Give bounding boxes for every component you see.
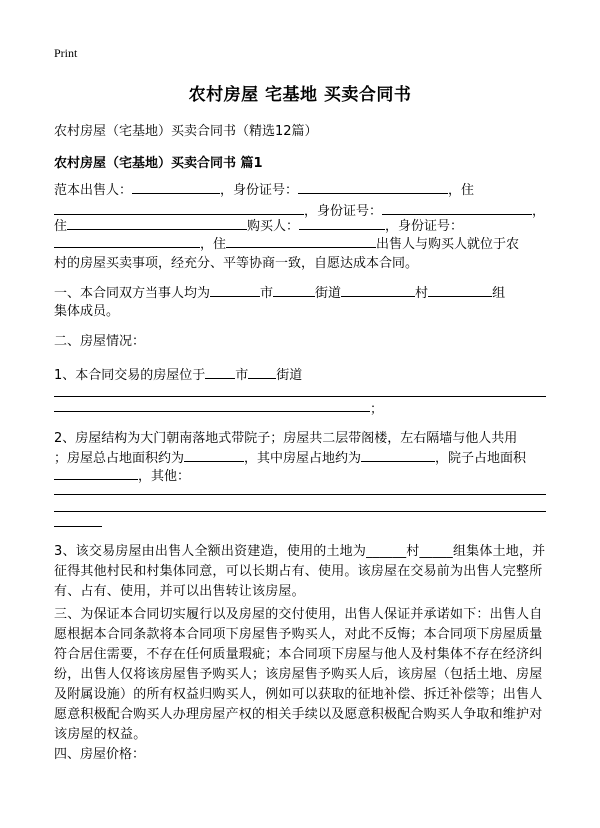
document-subtitle: 农村房屋（宅基地）买卖合同书（精选12篇）: [54, 124, 318, 139]
buyer-address-line: ，住 出售人与购买人就位于农: [54, 234, 554, 255]
address-blank: [67, 216, 247, 230]
buyer-name-blank: [299, 216, 385, 230]
agreement-line: 村的房屋买卖事项，经充分、平等协商一致，自愿达成本合同。: [54, 256, 419, 271]
section-1-line-2: 集体成员。: [54, 304, 120, 319]
section-2-title: 二、房屋情况：: [54, 334, 146, 349]
item-1-semicolon: ；: [370, 402, 384, 417]
buyer-id-blank: [54, 234, 200, 248]
item-3-paragraph: 3、该交易房屋由出售人全额出资建造，使用的土地为______村_____组集体土地，并征得其他村民和村集体同意，可以长期占有、使用。该房屋在交易前为出售人完整所有、占有、使用，并可以出售转让该房屋。: [54, 544, 546, 599]
item-2-line-3: ，其他：: [54, 466, 554, 487]
section-3-paragraph: 三、为保证本合同切实履行以及房屋的交付使用，出售人保证并承诺如下：出售人自愿根据本合同条款将本合同项下房屋售予购买人，对此不反悔；本合同项下房屋质量符合居住需要，不存在任何质量瑕疵；本合同项下房屋与他人及村集体不存在经济纠纷，出售人仅将该房屋售予购买人；该房屋售予购买人后，该房屋（包括土地、房屋及附属设施）的所有权益归购买人，例如可以获取的征地补偿、拆迁补偿等；出售人愿意积极配合购买人办理房屋产权的相关手续以及愿意积极配合购买人争取和维护对该房屋的权益。: [54, 607, 543, 742]
item-1-blank-line: [54, 396, 546, 397]
item-2-blank-line: [54, 494, 546, 495]
section-4-title: 四、房屋价格：: [54, 747, 146, 762]
item-2-blank-line-3: [54, 526, 102, 527]
item-2-line-1: 2、房屋结构为大门朝南落地式带院子；房屋共二层带阁楼，左右隔墙与他人共用: [54, 431, 518, 446]
buyer-address-blank: [226, 234, 376, 248]
item-2-line-2: ；房屋总占地面积约为 ，其中房屋占地约为 ，院子占地面积: [54, 448, 554, 469]
item-2-blank-line-2: [54, 511, 546, 512]
seller-line: 范本出售人： ，身份证号： ，住: [54, 180, 554, 201]
item-1-line: 1、本合同交易的房屋位于 市 街道: [54, 365, 554, 386]
document-title: 农村房屋 宅基地 买卖合同书: [188, 85, 412, 105]
seller-address-line: ，身份证号： ，: [54, 201, 554, 222]
print-label[interactable]: Print: [54, 46, 78, 60]
buyer-line: 住 购买人： ，身份证号：: [54, 216, 554, 237]
seller-name-blank: [132, 180, 220, 194]
section-1-line: 一、本合同双方当事人均为 市 街道 村 组: [54, 283, 554, 304]
seller-address-blank: [54, 201, 304, 215]
item-1-blank-line-2: [54, 411, 370, 412]
article-heading: 农村房屋（宅基地）买卖合同书 篇1: [54, 156, 263, 171]
seller-id-blank-2: [382, 201, 532, 215]
seller-id-blank: [298, 180, 448, 194]
